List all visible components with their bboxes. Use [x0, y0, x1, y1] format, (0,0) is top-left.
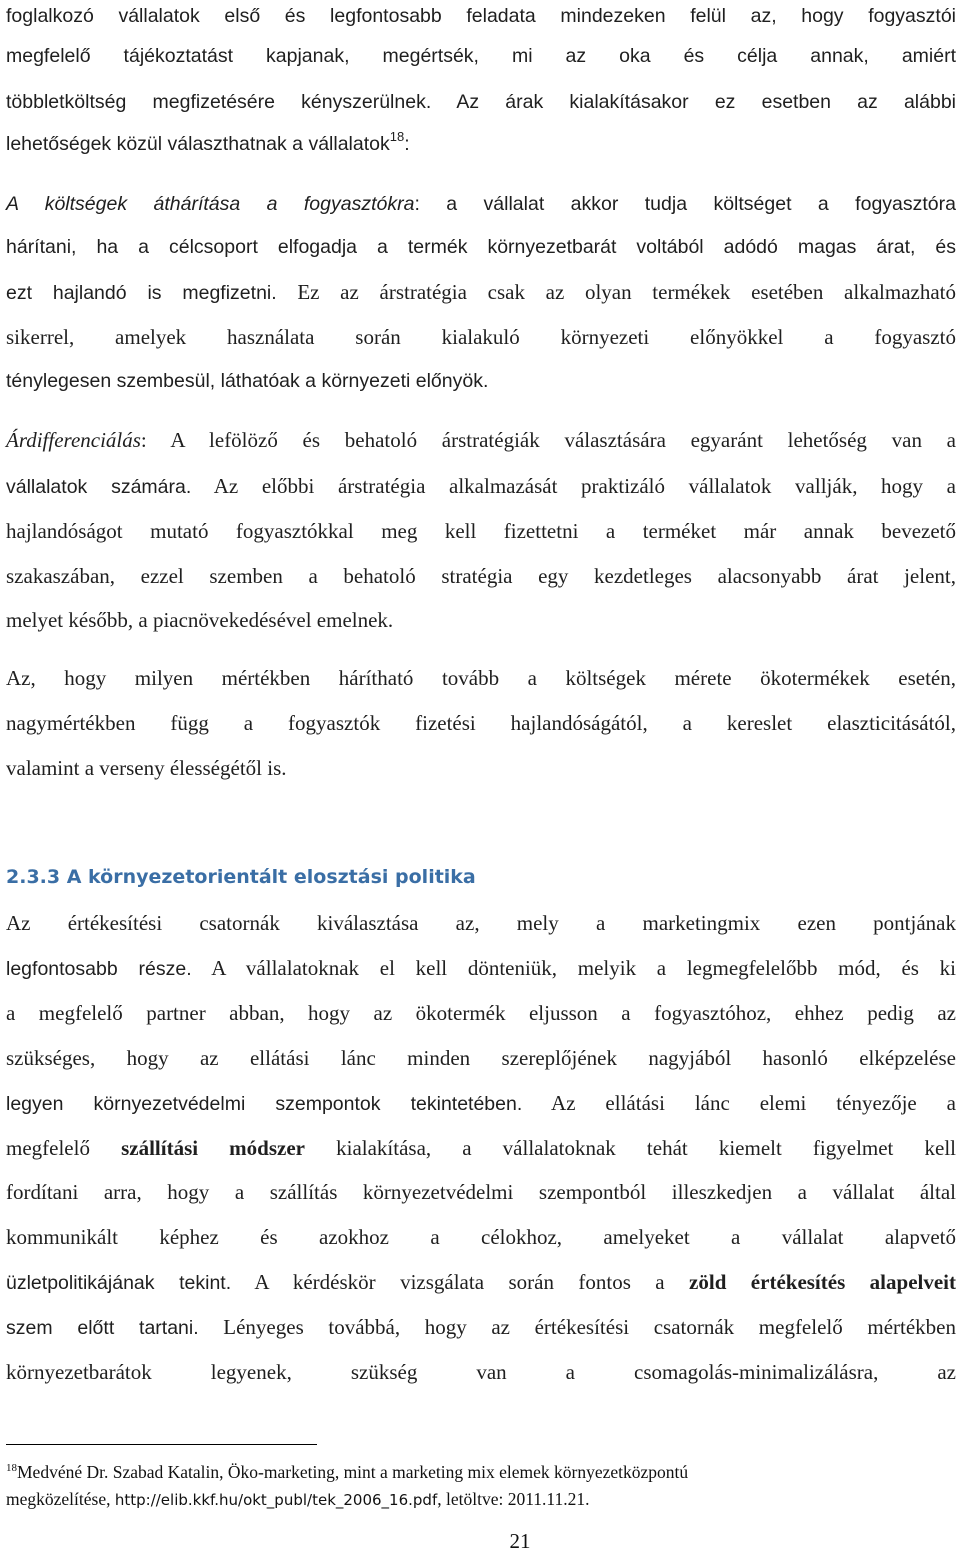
footnote-link[interactable]: http://elib.kkf.hu/okt_publ/tek_2006_16.pdf — [114, 1491, 438, 1509]
term-italic: Árdifferenciálás — [6, 428, 141, 452]
body-line: a megfelelő partner abban, hogy az ökotermék eljusson a fogyasztóhoz, ehhez pedig az — [6, 1001, 956, 1025]
body-line: lehetőségek közül választhatnak a vállalatok$^{18}$: — [6, 129, 410, 155]
body-line: szem előtt tartani. Lényeges továbbá, hogy az értékesítési csatornák megfelelő mértékben — [6, 1315, 956, 1339]
body-line: Az, hogy milyen mértékben hárítható tovább a költségek mérete ökotermékek esetén, — [6, 666, 956, 690]
body-line: ténylegesen szembesül, láthatóak a környezeti előnyök. — [6, 370, 489, 392]
body-line: többletköltség megfizetésére kényszerülnek. Az árak kialakításakor ez esetben az alábbi — [6, 91, 956, 113]
section-heading: 2.3.3 A környezetorientált elosztási politika — [6, 866, 476, 888]
footnote-separator — [6, 1444, 317, 1445]
body-line: foglalkozó vállalatok első és legfontosabb feladata mindezeken felül az, hogy fogyasztói — [6, 5, 956, 27]
body-line: A költségek áthárítása a fogyasztókra: a vállalat akkor tudja költséget a fogyasztóra — [6, 193, 956, 215]
body-line: megfelelő szállítási módszer kialakítása, a vállalatoknak tehát kiemelt figyelmet kell — [6, 1136, 956, 1160]
footnote-line: megközelítése, http://elib.kkf.hu/okt_publ/tek_2006_16.pdf, letöltve: 2011.11.21. — [6, 1489, 590, 1509]
body-line: ezt hajlandó is megfizetni. Ez az árstratégia csak az olyan termékek esetében alkalmazható — [6, 280, 957, 304]
body-line: nagymértékben függ a fogyasztók fizetési hajlandóságától, a kereslet elaszticitásától, — [6, 711, 956, 735]
footnote-line: $^{18}$Medvéné Dr. Szabad Katalin, Öko-marketing, mint a marketing mix elemek környezetközpontú — [6, 1462, 689, 1482]
body-line: legfontosabb része. A vállalatoknak el kell dönteniük, melyik a legmegfelelőbb mód, és ki — [6, 956, 956, 980]
body-line: üzletpolitikájának tekint. A kérdéskör vizsgálata során fontos a zöld értékesítés alapelveit — [6, 1270, 957, 1294]
body-line: hajlandóságot mutató fogyasztókkal meg kell fizettetni a terméket már annak bevezető — [6, 519, 956, 543]
body-line: sikerrel, amelyek használata során kialakuló környezeti előnyökkel a fogyasztó — [6, 325, 956, 349]
body-line: szakaszában, ezzel szemben a behatoló stratégia egy kezdetleges alacsonyabb árat jelent, — [6, 564, 956, 588]
body-line: kommunikált képhez és azokhoz a célokhoz, amelyeket a vállalat alapvető — [6, 1225, 956, 1249]
page-number: 21 — [509, 1529, 531, 1553]
body-line: valamint a verseny élességétől is. — [6, 756, 287, 780]
footnote-reference: 18 — [389, 129, 405, 144]
emphasis-bold: szállítási módszer — [121, 1136, 305, 1160]
body-line: melyet később, a piacnövekedésével emelnek. — [6, 608, 394, 632]
body-line: környezetbarátok legyenek, szükség van a csomagolás-minimalizálásra, az — [6, 1360, 956, 1384]
body-line: fordítani arra, hogy a szállítás környezetvédelmi szempontból illeszkedjen a vállalat által — [6, 1180, 956, 1204]
body-line: hárítani, ha a célcsoport elfogadja a termék környezetbarát voltából adódó magas árat, és — [6, 236, 956, 258]
body-line: megfelelő tájékoztatást kapjanak, megértsék, mi az oka és célja annak, amiért — [6, 45, 956, 67]
body-line: Az értékesítési csatornák kiválasztása az, mely a marketingmix ezen pontjának — [6, 911, 956, 935]
body-line: vállalatok számára. Az előbbi árstratégia alkalmazását praktizáló vállalatok vallják, hogy a — [6, 474, 956, 498]
term-italic: A költségek áthárítása a fogyasztókra — [6, 193, 415, 215]
body-line: Árdifferenciálás: A lefölöző és behatoló árstratégiák választására egyaránt lehetőség van a — [6, 428, 956, 452]
emphasis-bold: zöld értékesítés alapelveit — [689, 1270, 957, 1294]
footnote-number: 18 — [6, 1462, 17, 1474]
body-line: legyen környezetvédelmi szempontok tekintetében. Az ellátási lánc elemi tényezője a — [6, 1091, 956, 1115]
body-line: szükséges, hogy az ellátási lánc minden szereplőjének nagyjából hasonló elképzelése — [6, 1046, 956, 1070]
